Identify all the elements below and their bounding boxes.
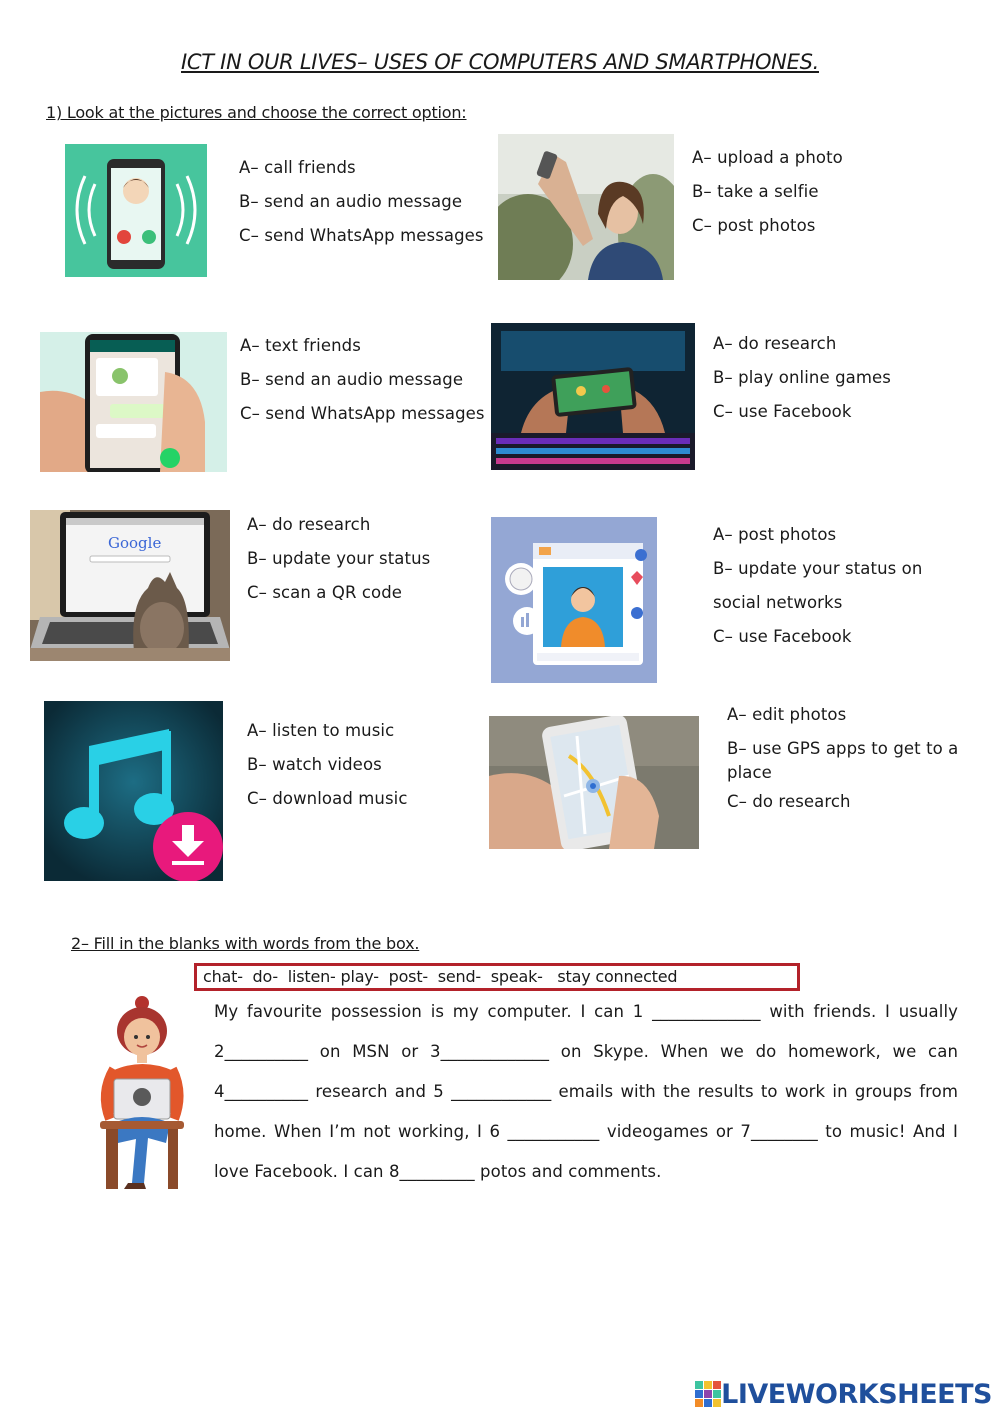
section1-heading: 1) Look at the pictures and choose the correct option: — [46, 103, 467, 122]
option-b[interactable]: B– watch videos — [247, 755, 382, 774]
liveworksheets-logo — [695, 1376, 992, 1412]
option-list — [239, 151, 484, 253]
option-c[interactable]: C– use Facebook — [713, 402, 852, 421]
whatsapp-phone-image — [40, 332, 227, 472]
fill-in-paragraph: My favourite possession is my computer. I can 1 _____________ with friends. I usually 2__________ on MSN or 3_____________ on Skype. When we do homework, we can 4__________ research and 5 ____________ emails with the results to work in groups from home. When I’m not working, I 6 ___________ videogames or 7________ to music! And I love Facebook. I can 8_________ potos and comments. — [214, 1002, 958, 1181]
section2-heading: 2– Fill in the blanks with words from the box. — [71, 934, 420, 953]
mobile-gaming-image — [491, 323, 695, 470]
gps-phone-image — [489, 716, 699, 849]
music-download-image — [44, 701, 223, 881]
option-b[interactable]: B– use GPS apps to get to a — [727, 739, 959, 758]
option-list — [240, 329, 485, 431]
word-box: chat- do- listen- play- post- send- speak- stay connected — [194, 963, 800, 991]
option-list — [247, 714, 408, 816]
option-list — [692, 141, 843, 243]
option-b-continued: social networks — [713, 593, 843, 612]
option-b[interactable]: B– update your status — [247, 549, 431, 568]
option-c[interactable]: C– use Facebook — [713, 627, 852, 646]
option-b[interactable]: B– play online games — [713, 368, 891, 387]
option-a[interactable]: A– text friends — [240, 336, 361, 355]
option-c[interactable]: C– send WhatsApp messages — [240, 404, 485, 423]
logo-text: LIVEWORKSHEETS — [721, 1378, 992, 1410]
option-b[interactable]: B– send an audio message — [239, 192, 463, 211]
option-c[interactable]: C– scan a QR code — [247, 583, 403, 602]
option-b-continued: place — [727, 763, 772, 782]
page-title: ICT IN OUR LIVES– USES OF COMPUTERS AND SMARTPHONES. — [181, 50, 819, 74]
logo-blocks-icon — [695, 1381, 721, 1407]
option-b[interactable]: B– update your status on — [713, 559, 923, 578]
option-a[interactable]: A– call friends — [239, 158, 356, 177]
girl-laptop-illustration — [92, 993, 187, 1191]
option-c[interactable]: C– download music — [247, 789, 408, 808]
selfie-image — [498, 134, 674, 280]
option-list — [727, 698, 958, 819]
option-c[interactable]: C– send WhatsApp messages — [239, 226, 484, 245]
option-list — [247, 508, 430, 610]
option-b[interactable]: B– take a selfie — [692, 182, 819, 201]
option-b[interactable]: B– send an audio message — [240, 370, 464, 389]
option-c[interactable]: C– post photos — [692, 216, 816, 235]
option-a[interactable]: A– do research — [713, 334, 837, 353]
option-a[interactable]: A– upload a photo — [692, 148, 843, 167]
option-c[interactable]: C– do research — [727, 792, 851, 811]
option-a[interactable]: A– edit photos — [727, 705, 847, 724]
laptop-google-image — [30, 510, 230, 661]
option-a[interactable]: A– post photos — [713, 525, 837, 544]
option-a[interactable]: A– listen to music — [247, 721, 395, 740]
option-list — [713, 518, 922, 654]
phone-call-image — [65, 144, 207, 277]
social-network-image — [491, 517, 657, 683]
option-list — [713, 327, 891, 429]
option-a[interactable]: A– do research — [247, 515, 371, 534]
google-logo-text: Google — [108, 534, 162, 552]
